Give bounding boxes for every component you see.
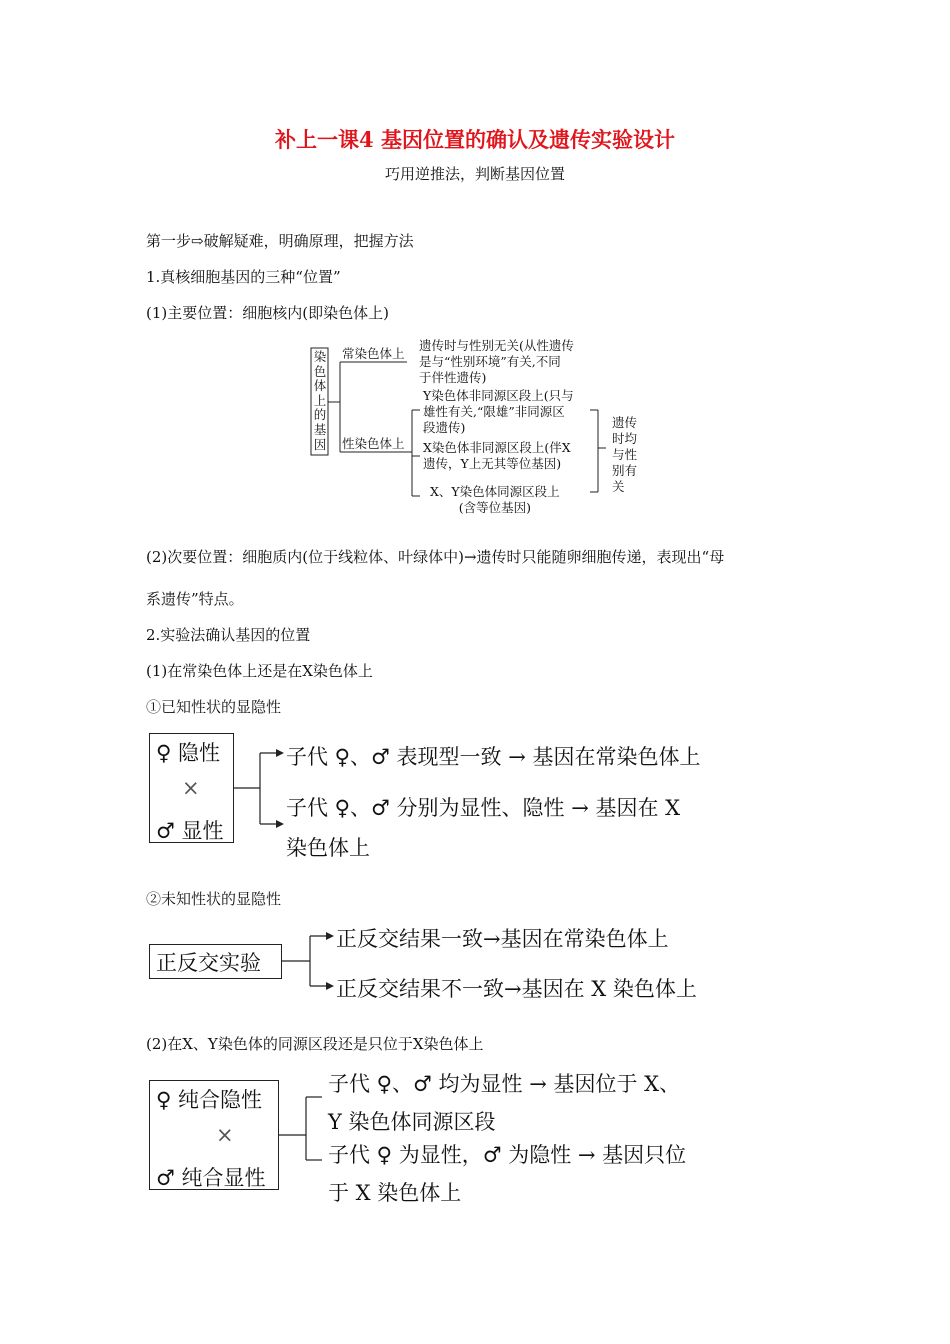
page-subtitle: 巧用逆推法，判断基因位置 [384,165,565,183]
result-diff-phenotype: 子代 ♀、♂ 分别为显性、隐性 → 基因在 X [286,796,681,820]
result-inconsistent: 正反交结果不一致→基因在 X 染色体上 [336,977,697,1001]
case2-heading: ②未知性状的显隐性 [146,890,282,908]
x-desc-line: X染色体非同源区段上(伴X [423,440,571,455]
male-parent: ♂ 显性 [156,819,224,843]
female-parent: ♀ 隐性 [156,741,221,765]
result-diff-phenotype-cont: 染色体上 [286,836,370,860]
male-parent-2: ♂ 纯合显性 [156,1166,266,1190]
root-char: 体 [313,378,327,394]
root-char: 上 [313,392,327,408]
y-desc-line: 雄性有关,“限雄”非同源区 [423,404,565,419]
female-parent-2: ♀ 纯合隐性 [156,1088,263,1112]
sex-related-line: 遗传 [612,415,638,430]
sex-related-line: 时均 [612,431,638,446]
case1-heading: ①已知性状的显隐性 [146,698,282,716]
section1-item2: (2)次要位置：细胞质内(位于线粒体、叶绿体中)→遗传时只能随卵细胞传递，表现出“母 [146,548,725,566]
root-char: 染 [313,349,327,364]
result-both-dominant: 子代 ♀、♂ 均为显性 → 基因位于 X、 [328,1072,681,1096]
result-female-dominant-cont: 于 X 染色体上 [328,1181,462,1205]
root-char: 因 [313,436,327,452]
section2-sub2: (2)在X、Y染色体的同源区段还是只位于X染色体上 [146,1035,484,1053]
autosome-desc-line: 遗传时与性别无关(从性遗传 [419,338,574,353]
sex-related-line: 别有 [612,463,638,478]
section1-item1: (1)主要位置：细胞核内(即染色体上) [146,304,389,322]
section1-item2-cont: 系遗传”特点。 [146,590,244,608]
result-female-dominant: 子代 ♀ 为显性，♂ 为隐性 → 基因只位 [328,1143,687,1167]
autosome-desc-line: 是与“性别环境”有关,不同 [419,354,561,369]
root-char: 的 [313,407,327,423]
section2-sub1: (1)在常染色体上还是在X染色体上 [146,662,373,680]
y-desc-line: Y染色体非同源区段上(只与 [423,388,574,403]
reciprocal-cross-label: 正反交实验 [156,951,261,975]
sex-related-line: 与性 [612,447,638,462]
xy-desc-line: (含等位基因) [458,500,531,515]
xy-desc-line: X、Y染色体同源区段上 [430,484,560,499]
step-heading: 第一步⇨破解疑难，明确原理，把握方法 [146,232,414,250]
page-title: 补上一课4 基因位置的确认及遗传实验设计 [275,127,675,152]
y-desc-line: 段遗传) [423,420,466,435]
root-char: 基 [313,421,327,437]
cross-symbol-2: × [216,1123,234,1147]
section2-heading: 2.实验法确认基因的位置 [146,626,311,644]
sex-related-line: 关 [612,479,625,494]
result-both-dominant-cont: Y 染色体同源区段 [328,1110,496,1134]
result-consistent: 正反交结果一致→基因在常染色体上 [336,927,669,951]
section1-heading: 1.真核细胞基因的三种“位置” [146,268,341,286]
root-char: 色 [313,363,327,379]
autosome-label: 常染色体上 [342,346,405,361]
autosome-desc-line: 于伴性遗传) [419,370,487,385]
sex-chromosome-label: 性染色体上 [342,436,405,451]
x-desc-line: 遗传，Y上无其等位基因) [423,456,562,471]
result-same-phenotype: 子代 ♀、♂ 表现型一致 → 基因在常染色体上 [286,745,701,769]
cross-symbol: × [182,776,200,800]
